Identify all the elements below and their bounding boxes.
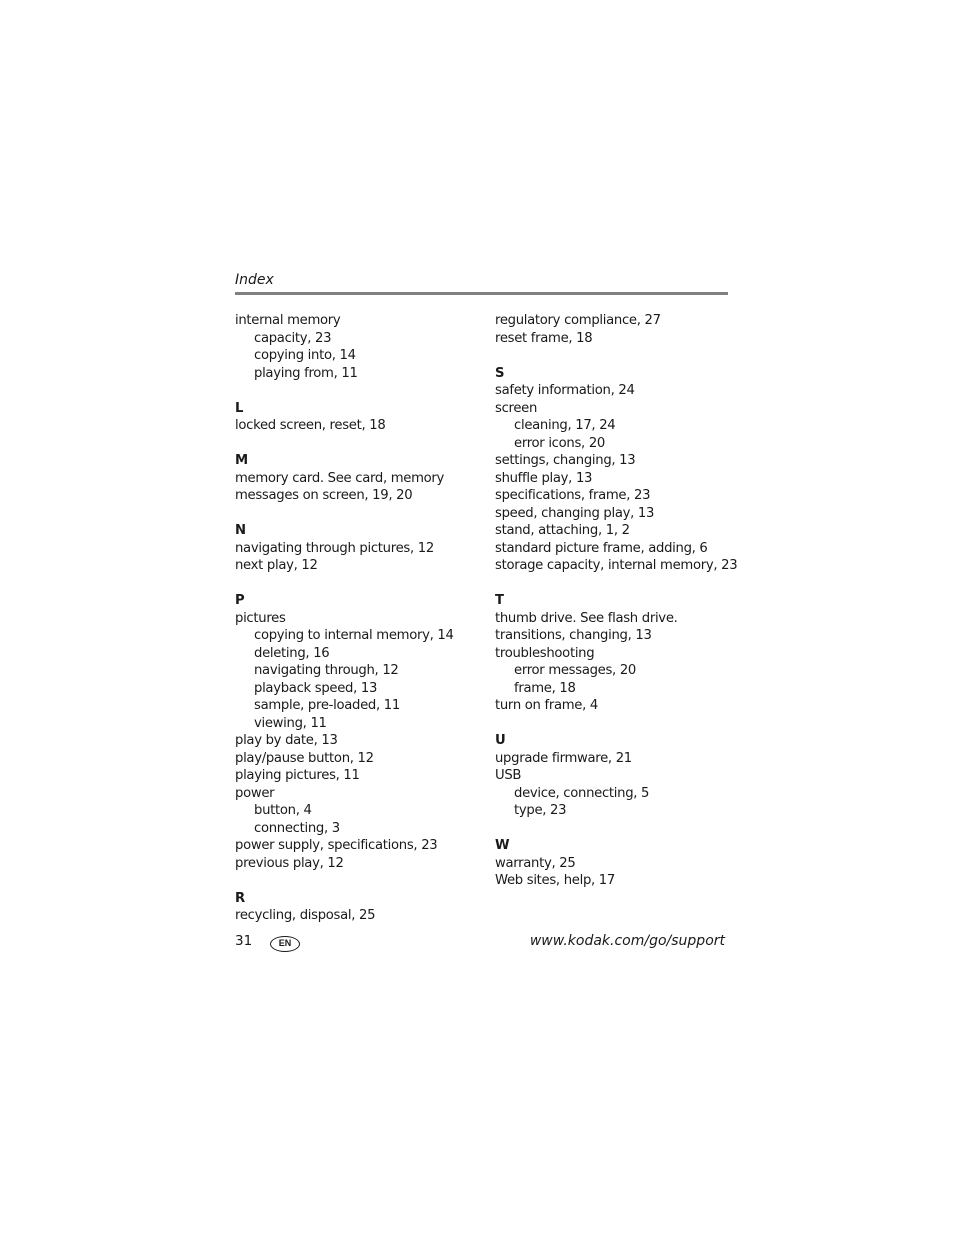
index-entry: pictures [235,610,286,626]
index-entry: thumb drive. See flash drive. [495,610,678,626]
index-entry: memory card. See card, memory [235,470,445,486]
index-entry: locked screen, reset, 18 [235,418,386,433]
page-title: Index [235,272,274,288]
index-entry: power [235,785,275,801]
index-entry: turn on frame, 4 [495,698,598,713]
support-url-link[interactable]: www.kodak.com/go/support [529,933,725,949]
index-subentry: copying to internal memory, 14 [254,628,454,643]
index-section [495,365,738,575]
section-letter: M [235,453,248,468]
index-entry: Web sites, help, 17 [495,873,615,888]
index-entry: speed, changing play, 13 [495,505,655,521]
index-entry: playing pictures, 11 [235,768,360,783]
index-subentry: deleting, 16 [254,645,330,661]
index-entry: specifications, frame, 23 [495,488,651,503]
index-entry: transitions, changing, 13 [495,628,652,643]
section-letter: N [235,523,246,538]
index-entry: recycling, disposal, 25 [235,908,376,923]
section-letter: L [235,400,244,416]
index-entry: troubleshooting [495,645,595,661]
index-entry: storage capacity, internal memory, 23 [495,558,738,573]
index-entry: upgrade firmware, 21 [495,750,632,766]
index-subentry: connecting, 3 [254,820,340,836]
index-entry: USB [495,768,522,783]
index-subentry: button, 4 [254,803,312,818]
index-entry: next play, 12 [235,558,318,573]
index-subentry: error messages, 20 [514,663,637,678]
index-section [235,592,485,872]
index-section [495,837,735,890]
index-subentry: playing from, 11 [254,365,358,381]
section-letter: T [495,593,504,608]
index-entry: screen [495,400,538,416]
index-section [235,452,485,505]
index-column-right [495,312,738,890]
index-subentry: frame, 18 [514,680,576,696]
index-subentry: copying into, 14 [254,348,356,363]
index-entry: reset frame, 18 [495,330,593,346]
index-entry: internal memory [235,313,341,328]
index-entry: power supply, specifications, 23 [235,838,438,853]
language-badge: EN [270,936,300,952]
index-section [495,592,735,715]
section-letter: P [235,593,245,608]
index-entry: navigating through pictures, 12 [235,540,434,556]
index-section [495,732,735,820]
index-subentry: error icons, 20 [514,435,605,451]
index-subentry: playback speed, 13 [254,680,378,696]
index-entry: play by date, 13 [235,733,338,748]
index-entry: shuffle play, 13 [495,470,593,486]
index-subentry: type, 23 [514,803,567,818]
index-entry: messages on screen, 19, 20 [235,488,413,503]
index-entry: standard picture frame, adding, 6 [495,540,708,556]
index-section [235,312,485,382]
index-entry: safety information, 24 [495,383,635,398]
index-subentry: navigating through, 12 [254,663,399,678]
page-number: 31 [235,933,253,949]
index-entry: previous play, 12 [235,855,344,871]
header-divider [235,292,728,295]
index-entry: regulatory compliance, 27 [495,313,661,328]
index-subentry: device, connecting, 5 [514,785,650,801]
section-letter: S [495,365,505,381]
index-subentry: cleaning, 17, 24 [514,418,616,433]
index-section [235,522,485,575]
index-entry: play/pause button, 12 [235,750,374,766]
index-column-left [235,312,485,925]
index-section [235,400,485,435]
index-section [235,890,485,925]
index-subentry: viewing, 11 [254,715,327,731]
index-entry: settings, changing, 13 [495,453,636,468]
section-letter: R [235,890,245,906]
index-entry: warranty, 25 [495,855,576,871]
section-letter: U [495,733,506,748]
index-subentry: sample, pre-loaded, 11 [254,698,400,713]
index-subentry: capacity, 23 [254,330,332,346]
index-entry: stand, attaching, 1, 2 [495,523,630,538]
section-letter: W [495,838,510,853]
index-section [495,312,735,347]
